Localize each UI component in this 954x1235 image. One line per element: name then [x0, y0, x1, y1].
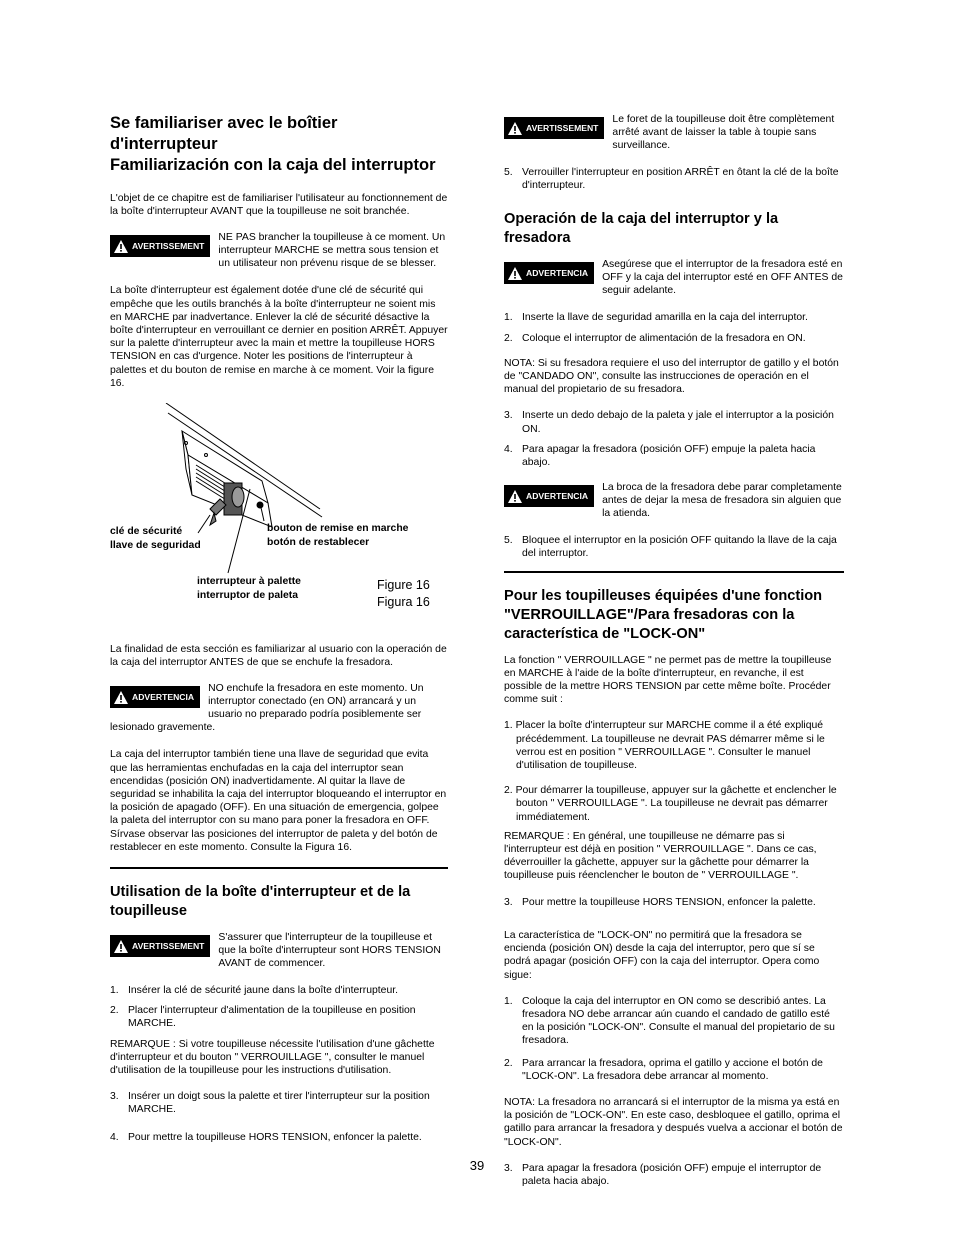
left-column [110, 113, 448, 1151]
remark: REMARQUE : En général, une toupilleuse ne démarre pas si l'interrupteur est déjà en position " VERROUILLAGE ". Dans ce cas, déverrouiller la gâchette, appuyer sur la gâchette pour démarrer la toupilleuse puis réenclencher le bouton de " VERROUILLAGE ". [504, 830, 817, 882]
remark: REMARQUE : Si votre toupilleuse nécessite l'utilisation d'une gâchette d'interrupteur et du bouton " VERROUILLAGE ", consulter le manuel d'utilisation de la toupilleuse pour les instructions d'utilisation. [110, 1038, 435, 1077]
figure-label-paddle [197, 575, 301, 603]
warning-box [110, 931, 448, 970]
page-number: 39 [469, 1158, 485, 1173]
list-number: 3. [504, 1162, 513, 1174]
list-item [504, 896, 844, 909]
list-item [504, 534, 844, 560]
list-text: Para arrancar la fresadora, oprima el gatillo y accione el botón de "LOCK-ON". La fresadora debe arrancar al momento. [522, 1057, 823, 1082]
list-item [110, 1004, 448, 1030]
section-title-fr-es [110, 113, 448, 176]
section-divider [110, 867, 448, 869]
note: NOTA: Si su fresadora requiere el uso del interruptor de gatillo y el botón de "CANDADO ON", consulte las instrucciones de operación en el manual del propietario de su fresadora. [504, 357, 839, 396]
section-title: Pour les toupilleuses équipées d'une fonction "VERROUILLAGE"/Para fresadoras con la característica de "LOCK-ON" [504, 587, 823, 642]
section-title: Utilisation de la boîte d'interrupteur et de la toupilleuse [110, 884, 411, 920]
list-number: 1. [504, 720, 513, 732]
list-number: 4. [110, 1131, 119, 1143]
warning-text: NE PAS brancher la toupilleuse à ce moment. Un interrupteur MARCHE se mettra sous tension et un utilisateur non prévenu risque de se blesser. [218, 232, 446, 270]
list-number: 2. [110, 1005, 119, 1017]
list-number: 2. [504, 332, 513, 344]
figure-label-key [110, 525, 201, 553]
warning-badge [110, 235, 210, 257]
list-text: Insérer un doigt sous la palette et tirer l'interrupteur sur la position MARCHE. [128, 1091, 430, 1116]
list-item [504, 719, 844, 772]
warning-badge [504, 485, 594, 507]
title-es: Familiarización con la caja del interruptor [110, 156, 436, 174]
label-line: clé de sécurité [110, 526, 183, 538]
warning-badge-label: AVERTISSEMENT [132, 941, 205, 952]
warning-text: Le foret de la toupilleuse doit être complètement arrêté avant de laisser la table à toupie sans surveillance. [612, 114, 835, 151]
list-item [504, 784, 844, 824]
warning-badge-label: AVERTISSEMENT [132, 241, 205, 252]
list-number: 2. [504, 1057, 513, 1069]
right-column [504, 113, 844, 1195]
list-text: Pour mettre la toupilleuse HORS TENSION, enfoncer la palette. [522, 896, 816, 908]
warning-text: S'assurer que l'interrupteur de la toupilleuse et que la boîte d'interrupteur sont HORS TENSION AVANT de commencer. [218, 932, 441, 970]
warning-box [110, 231, 448, 270]
paragraph: L'objet de ce chapitre est de familiariser l'utilisateur au fonctionnement de la boîte d'interrupteur AVANT que la toupilleuse ne soit branchée. [110, 193, 448, 218]
list-item [504, 332, 844, 345]
warning-box [110, 682, 448, 734]
list-number: 4. [504, 443, 513, 455]
paragraph: La finalidad de esta sección es familiarizar al usuario con la operación de la caja del interruptor ANTES de que se enchufe la fresadora. [110, 644, 447, 669]
warning-badge [110, 935, 210, 957]
list-text: Para apagar la fresadora (posición OFF) empuje el interruptor de paleta hacia abajo. [522, 1162, 822, 1187]
list-item [504, 311, 844, 324]
label-line: interrupteur à palette [197, 576, 301, 588]
list-item [504, 995, 844, 1048]
warning-badge-label: ADVERTENCIA [526, 491, 589, 502]
list-text: Coloque el interruptor de alimentación de la fresadora en ON. [522, 332, 806, 344]
list-text: Pour mettre la toupilleuse HORS TENSION, enfoncer la palette. [128, 1131, 422, 1143]
title-fr: Se familiariser avec le boîtier d'interrupteur [110, 114, 338, 153]
list-item [504, 443, 844, 469]
list-text: Para apagar la fresadora (posición OFF) empuje la paleta hacia abajo. [522, 443, 816, 469]
warning-triangle-icon [114, 240, 128, 253]
section-title: Operación de la caja del interruptor y la fresadora [504, 211, 779, 247]
caption-line: Figure 16 [377, 578, 430, 593]
warning-triangle-icon [114, 940, 128, 953]
warning-badge-label: ADVERTENCIA [132, 692, 195, 703]
list-number: 1. [504, 312, 513, 324]
figure-16 [110, 403, 448, 633]
list-text: Pour démarrer la toupilleuse, appuyer sur la gâchette et enclencher le bouton " VERROUILLAGE ". La toupilleuse ne devrait pas démarrer immédiatement. [515, 785, 837, 823]
warning-box [504, 113, 844, 152]
paragraph: La boîte d'interrupteur est également dotée d'une clé de sécurité qui empêche que les outils branchés à la boîte d'interrupteur ne soient mis en MARCHE par inadvertance. Enlever la clé de sécurité désactive la boîte d'interrupteur en verrouillant ce dernier en position ARRÊT. Appuyer sur la palette d'interrupteur avec la main et mettre la toupilleuse HORS TENSION en cas d'urgence. Noter les positions de l'interrupteur à palettes et du bouton de remise en marche à ce moment. Voir la figure 16. [110, 285, 448, 389]
label-line: llave de seguridad [110, 540, 201, 552]
list-item [110, 1131, 448, 1144]
warning-triangle-icon [508, 490, 522, 503]
warning-triangle-icon [508, 267, 522, 280]
label-line: botón de restablecer [267, 537, 370, 549]
warning-text: Asegúrese que el interruptor de la fresadora esté en OFF y la caja del interruptor esté en OFF ANTES de seguir adelante. [602, 259, 843, 297]
list-number: 3. [504, 896, 513, 908]
section-divider [504, 571, 844, 573]
list-item [504, 1057, 844, 1083]
caption-line: Figura 16 [377, 595, 430, 610]
warning-text: NO enchufe la fresadora en este momento. Un interruptor conectado (en ON) arrancará y un usuario no preparado podría posiblemente ser lesionado gravemente. [110, 683, 424, 734]
list-number: 5. [504, 535, 513, 547]
list-item [110, 1090, 448, 1116]
list-text: Coloque la caja del interruptor en ON como se describió antes. La fresadora NO debe arrancar aún cuando el candado de gatillo esté en la posición "LOCK-ON". Consulte el manual del propietario de su fresadora. [522, 995, 835, 1047]
list-text: Placer l'interrupteur d'alimentation de la toupilleuse en position MARCHE. [128, 1005, 416, 1030]
list-number: 5. [504, 167, 513, 178]
figure-label-reset [267, 522, 408, 550]
list-number: 1. [110, 985, 119, 997]
list-text: Bloquee el interruptor en la posición OFF quitando la llave de la caja del interruptor. [522, 535, 837, 560]
list-text: Verrouiller l'interrupteur en position ARRÊT en ôtant la clé de la boîte d'interrupteur. [522, 167, 839, 192]
warning-badge [504, 117, 604, 139]
list-item [504, 166, 844, 192]
list-number: 3. [504, 410, 513, 422]
list-number: 2. [504, 785, 513, 797]
list-text: Placer la boîte d'interrupteur sur MARCHE comme il a été expliqué précédemment. La toupilleuse ne devrait PAS démarrer même si le verrou est en position " VERROUILLAGE ". Consulter le manuel d'utilisation de toupilleuse. [515, 720, 825, 772]
list-number: 3. [110, 1091, 119, 1103]
warning-badge-label: ADVERTENCIA [526, 268, 589, 279]
label-line: bouton de remise en marche [267, 523, 409, 535]
list-text: Insérer la clé de sécurité jaune dans la boîte d'interrupteur. [128, 985, 398, 997]
warning-badge-label: AVERTISSEMENT [526, 123, 599, 133]
list-item [110, 984, 448, 997]
list-number: 1. [504, 995, 513, 1007]
paragraph: La caja del interruptor también tiene una llave de seguridad que evita que las herramientas enchufadas en la caja del interruptor sean encendidas (posición ON) inadvertidamente. Al quitar la llave de seguridad se inhabilita la caja del interruptor bloqueando el interruptor en la posición de apagado (OFF). En una situación de emergencia, golpee la paleta del interruptor con su mano para poner la fresadora en OFF. Sírvase observar las posiciones del interruptor de paleta y del botón de restablecer en este momento. Consulte la Figura 16. [110, 749, 447, 853]
list-text: Inserte un dedo debajo de la paleta y jale el interruptor a la posición ON. [522, 410, 834, 435]
label-line: interruptor de paleta [197, 590, 299, 602]
warning-box [504, 258, 844, 297]
list-item [504, 409, 844, 435]
note: NOTA: La fresadora no arrancará si el interruptor de la misma ya está en la posición de "LOCK-ON". En este caso, desbloquee el gatillo, oprima el gatillo para arrancar la fresadora y después vuelva a accionar el botón de "LOCK-ON". [504, 1096, 843, 1148]
warning-triangle-icon [508, 122, 522, 135]
list-text: Inserte la llave de seguridad amarilla en la caja del interruptor. [522, 312, 808, 324]
warning-triangle-icon [114, 691, 128, 704]
warning-box [504, 481, 844, 520]
warning-text: La broca de la fresadora debe parar completamente antes de dejar la mesa de fresadora sin alguien que la atienda. [602, 482, 842, 520]
figure-caption [377, 577, 430, 611]
warning-badge [110, 686, 200, 708]
paragraph: La fonction " VERROUILLAGE " ne permet pas de mettre la toupilleuse en MARCHE à l'aide de la boîte d'interrupteur, en revanche, il est possible de la mettre HORS TENSION par cette même boîte. Procéder comme suit : [504, 654, 832, 706]
warning-badge [504, 262, 594, 284]
paragraph: La característica de "LOCK-ON" no permitirá que la fresadora se encienda (posición ON) desde la caja del interruptor, pero que sí se podrá apagar (posición OFF) con la caja del interruptor. Opera como sigue: [504, 929, 820, 981]
